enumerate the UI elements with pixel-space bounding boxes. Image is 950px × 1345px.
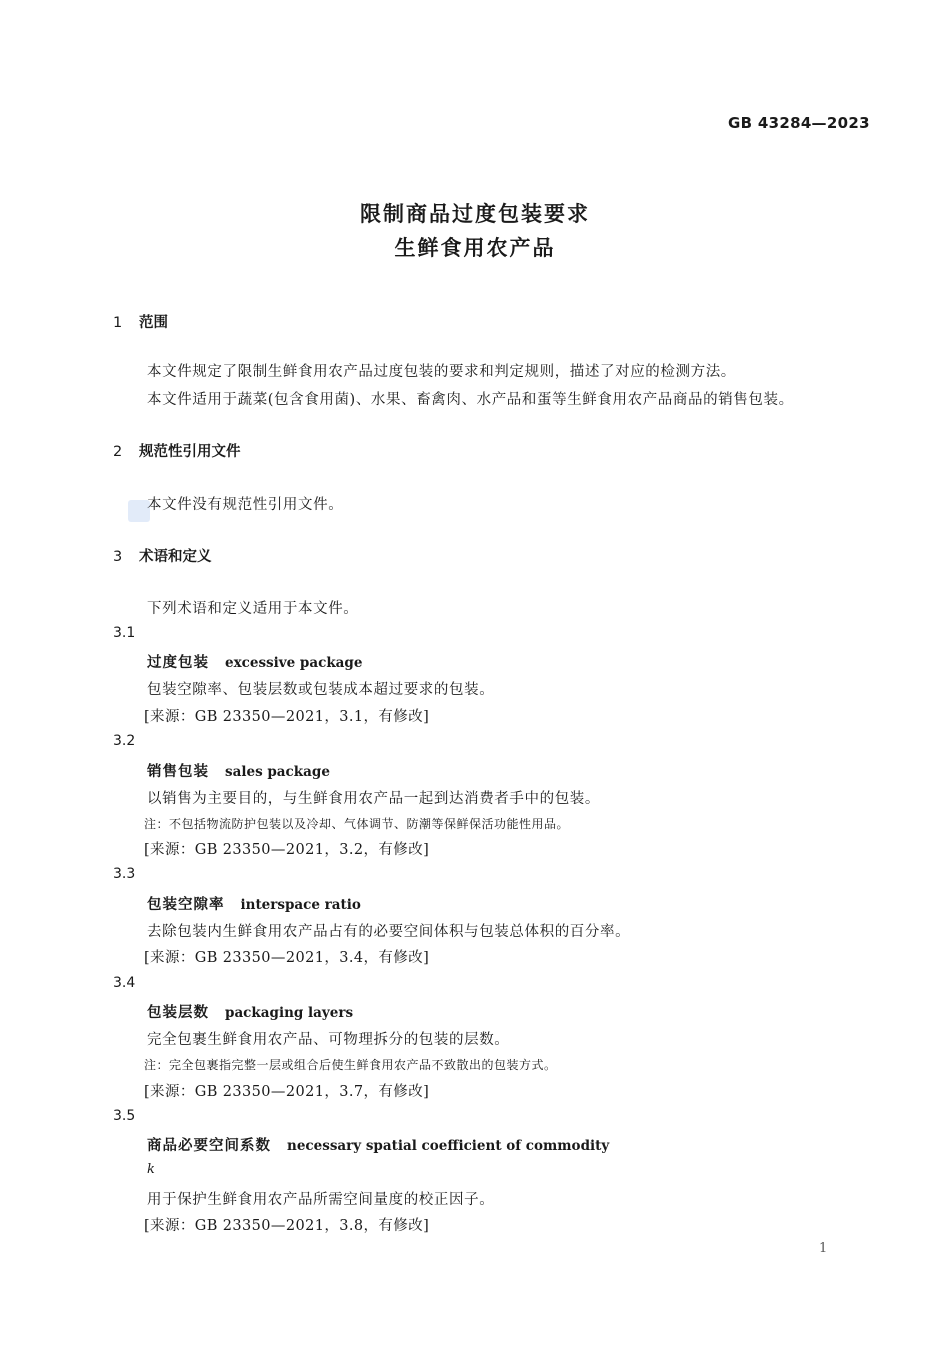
clause-number: 3.5 <box>113 1108 136 1124</box>
term-source: [来源：GB 23350—2021，3.2，有修改] <box>144 842 430 858</box>
clause-number: 3.1 <box>113 625 136 641</box>
section-number: 2 <box>113 444 123 460</box>
paragraph: 本文件适用于蔬菜(包含食用菌)、水果、畜禽肉、水产品和蛋等生鲜食用农产品商品的销售包装。 <box>147 392 794 408</box>
term-heading <box>147 760 330 781</box>
term-definition: 用于保护生鲜食用农产品所需空间量度的校正因子。 <box>147 1192 495 1208</box>
term-source: [来源：GB 23350—2021，3.7，有修改] <box>144 1084 430 1100</box>
term-source: [来源：GB 23350—2021，3.4，有修改] <box>144 950 430 966</box>
term-zh: 销售包装 <box>147 764 209 780</box>
term-definition: 以销售为主要目的，与生鲜食用农产品一起到达消费者手中的包装。 <box>147 791 600 807</box>
term-symbol: k <box>147 1162 155 1177</box>
term-en: packaging layers <box>225 1005 354 1021</box>
clause-number: 3.4 <box>113 975 136 991</box>
section-2-heading <box>113 440 241 461</box>
section-title: 范围 <box>139 315 168 331</box>
term-zh: 包装层数 <box>147 1005 209 1021</box>
section-title: 术语和定义 <box>139 549 212 565</box>
paragraph: 本文件没有规范性引用文件。 <box>147 497 344 513</box>
term-heading <box>147 893 361 914</box>
term-source: [来源：GB 23350—2021，3.8，有修改] <box>144 1218 430 1234</box>
term-zh: 商品必要空间系数 <box>147 1138 271 1154</box>
paragraph: 下列术语和定义适用于本文件。 <box>147 601 359 617</box>
term-en: necessary spatial coefficient of commodity <box>287 1138 610 1154</box>
paragraph: 本文件规定了限制生鲜食用农产品过度包装的要求和判定规则，描述了对应的检测方法。 <box>147 364 736 380</box>
clause-number: 3.3 <box>113 866 136 882</box>
term-heading <box>147 651 362 672</box>
section-number: 1 <box>113 315 123 331</box>
term-zh: 包装空隙率 <box>147 897 225 913</box>
document-subtitle: 生鲜食用农产品 <box>394 236 556 260</box>
term-en: interspace ratio <box>240 897 361 913</box>
section-title: 规范性引用文件 <box>139 444 241 460</box>
section-1-heading <box>113 311 168 332</box>
section-3-heading <box>113 545 212 566</box>
term-definition: 去除包装内生鲜食用农产品占有的必要空间体积与包装总体积的百分率。 <box>147 924 631 940</box>
term-note: 注：不包括物流防护包装以及冷却、气体调节、防潮等保鲜保活功能性用品。 <box>144 817 570 831</box>
section-number: 3 <box>113 549 123 565</box>
term-definition: 完全包裹生鲜食用农产品、可物理拆分的包装的层数。 <box>147 1032 510 1048</box>
term-en: excessive package <box>225 655 363 671</box>
page-number: 1 <box>819 1241 828 1256</box>
clause-number: 3.2 <box>113 733 136 749</box>
term-en: sales package <box>225 764 330 780</box>
term-heading <box>147 1134 609 1155</box>
term-note: 注：完全包裹指完整一层或组合后使生鲜食用农产品不致散出的包装方式。 <box>144 1058 557 1072</box>
standard-number: GB 43284—2023 <box>728 114 870 132</box>
document-title: 限制商品过度包装要求 <box>360 202 590 226</box>
term-heading <box>147 1001 353 1022</box>
term-source: [来源：GB 23350—2021，3.1，有修改] <box>144 709 430 725</box>
term-definition: 包装空隙率、包装层数或包装成本超过要求的包装。 <box>147 682 495 698</box>
term-zh: 过度包装 <box>147 655 209 671</box>
